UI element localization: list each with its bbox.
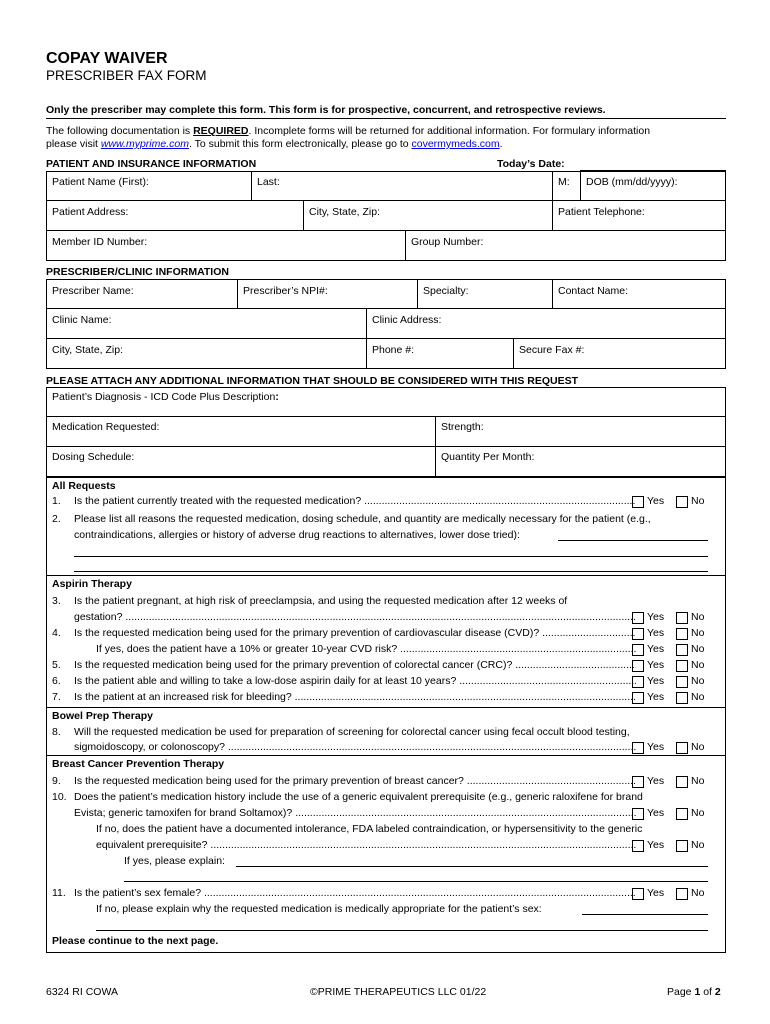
q8-no-checkbox[interactable] <box>676 742 688 754</box>
medication-requested-field[interactable]: Medication Requested: <box>52 421 160 433</box>
aspirin-heading: Aspirin Therapy <box>52 578 132 590</box>
q9-yes-checkbox[interactable] <box>632 776 644 788</box>
strength-field[interactable]: Strength: <box>441 421 484 433</box>
question-4-sub: If yes, does the patient have a 10% or greater 10-year CVD risk? ..... Yes No <box>46 643 716 657</box>
q2-answer-line-3[interactable] <box>74 571 708 572</box>
question-10-sub-line1: If no, does the patient have a documented intolerance, FDA labeled contraindication, or hypersensitivity to the generic <box>96 823 643 835</box>
question-10-line1: Does the patient’s medication history include the use of a generic equivalent prerequisite (e.g., generic raloxifene for brand <box>74 791 643 803</box>
q10-sub-no-checkbox[interactable] <box>676 840 688 852</box>
diagnosis-field[interactable]: Patient’s Diagnosis - ICD Code Plus Description: <box>52 391 279 403</box>
q10-sub-yes-checkbox[interactable] <box>632 840 644 852</box>
form-subtitle: PRESCRIBER FAX FORM <box>46 68 207 83</box>
q10-explain-label: If yes, please explain: <box>124 855 225 867</box>
question-10-sub: equivalent prerequisite? ..... Yes No <box>46 839 716 853</box>
secure-fax-field[interactable]: Secure Fax #: <box>519 344 585 356</box>
q7-no-checkbox[interactable] <box>676 692 688 704</box>
q10-explain-line-1[interactable] <box>236 866 708 867</box>
q11-explain-line-1[interactable] <box>582 914 708 915</box>
q11-no-checkbox[interactable] <box>676 888 688 900</box>
patient-city-field[interactable]: City, State, Zip: <box>309 206 380 218</box>
q2-answer-line-1[interactable] <box>558 540 708 541</box>
question-6: 6. Is the patient able and willing to take a low-dose aspirin daily for at least 10 years? ..... Yes No <box>46 675 716 689</box>
form-title: COPAY WAIVER <box>46 50 168 67</box>
required-emphasis: REQUIRED <box>193 125 249 137</box>
page-indicator: Page 1 of 2 <box>667 986 721 998</box>
all-requests-heading: All Requests <box>52 480 116 492</box>
prescriber-notice: Only the prescriber may complete this form. This form is for prospective, concurrent, and retrospective reviews. <box>46 104 606 116</box>
question-4: 4. Is the requested medication being used for the primary prevention of cardiovascular disease (CVD)? ..... Yes No <box>46 627 716 641</box>
attach-section-heading: PLEASE ATTACH ANY ADDITIONAL INFORMATION THAT SHOULD BE CONSIDERED WITH THIS REQUEST <box>46 375 578 387</box>
q10-yes-checkbox[interactable] <box>632 808 644 820</box>
quantity-per-month-field[interactable]: Quantity Per Month: <box>441 451 535 463</box>
q5-no-checkbox[interactable] <box>676 660 688 672</box>
patient-section-heading: PATIENT AND INSURANCE INFORMATION <box>46 158 257 170</box>
question-2-line1: Please list all reasons the requested medication, dosing schedule, and quantity are medically necessary for the patient (e.g., <box>74 513 651 525</box>
q11-explain-line-2[interactable] <box>96 930 708 931</box>
q3-yes-checkbox[interactable] <box>632 612 644 624</box>
q10-no-checkbox[interactable] <box>676 808 688 820</box>
q11-yes-checkbox[interactable] <box>632 888 644 900</box>
question-2-line2: contraindications, allergies or history of adverse drug reactions to alternatives, lower dose tried): <box>74 529 520 541</box>
question-11-sub: If no, please explain why the requested medication is medically appropriate for the patient’s sex: <box>96 903 542 915</box>
covermymeds-link[interactable]: covermymeds.com <box>411 138 500 150</box>
q6-no-checkbox[interactable] <box>676 676 688 688</box>
myprime-link[interactable]: www.myprime.com <box>100 138 189 150</box>
patient-dob-field[interactable]: DOB (mm/dd/yyyy): <box>586 176 678 188</box>
specialty-field[interactable]: Specialty: <box>423 285 469 297</box>
documentation-notice: The following documentation is REQUIRED. Incomplete forms will be returned for additional information. For formulary information <box>46 125 651 137</box>
question-11: 11. Is the patient’s sex female? ..... Yes No <box>46 887 716 901</box>
breast-cancer-heading: Breast Cancer Prevention Therapy <box>52 758 225 770</box>
patient-telephone-field[interactable]: Patient Telephone: <box>558 206 645 218</box>
question-3-line1: Is the patient pregnant, at high risk of preeclampsia, and using the requested medication after 12 weeks of <box>74 595 568 607</box>
patient-last-name-field[interactable]: Last: <box>257 176 280 188</box>
clinic-phone-field[interactable]: Phone #: <box>372 344 415 356</box>
visit-notice: please visit www.myprime.com. To submit this form electronically, please go to covermymeds.com. <box>46 138 503 150</box>
form-code: 6324 RI COWA <box>46 986 118 998</box>
todays-date-label: Today’s Date: <box>497 158 565 170</box>
prescriber-name-field[interactable]: Prescriber Name: <box>52 285 134 297</box>
patient-first-name-field[interactable]: Patient Name (First): <box>52 176 149 188</box>
contact-name-field[interactable]: Contact Name: <box>558 285 629 297</box>
question-10-number: 10. <box>52 791 67 803</box>
q4-sub-yes-checkbox[interactable] <box>632 644 644 656</box>
patient-address-field[interactable]: Patient Address: <box>52 206 129 218</box>
question-8-line1: Will the requested medication be used for preparation of screening for colorectal cancer using fecal occult blood testing, <box>74 726 630 738</box>
q1-yes-checkbox[interactable] <box>632 496 644 508</box>
q4-no-checkbox[interactable] <box>676 628 688 640</box>
group-number-field[interactable]: Group Number: <box>411 236 484 248</box>
bowel-prep-heading: Bowel Prep Therapy <box>52 710 153 722</box>
question-2-number: 2. <box>52 513 61 525</box>
prescriber-section-heading: PRESCRIBER/CLINIC INFORMATION <box>46 266 229 278</box>
question-9: 9. Is the requested medication being used for the primary prevention of breast cancer? ..... Yes No <box>46 775 716 789</box>
question-8-number: 8. <box>52 726 61 738</box>
q2-answer-line-2[interactable] <box>74 556 708 557</box>
question-1: 1. Is the patient currently treated with the requested medication? ..... Yes No <box>46 495 716 509</box>
question-3: gestation? ..... Yes No <box>46 611 716 625</box>
q9-no-checkbox[interactable] <box>676 776 688 788</box>
q6-yes-checkbox[interactable] <box>632 676 644 688</box>
clinic-city-field[interactable]: City, State, Zip: <box>52 344 123 356</box>
clinic-name-field[interactable]: Clinic Name: <box>52 314 112 326</box>
question-10: Evista; generic tamoxifen for brand Soltamox)? ..... Yes No <box>46 807 716 821</box>
prescriber-npi-field[interactable]: Prescriber’s NPI#: <box>243 285 328 297</box>
clinic-address-field[interactable]: Clinic Address: <box>372 314 442 326</box>
continue-note: Please continue to the next page. <box>52 935 219 947</box>
q1-no-checkbox[interactable] <box>676 496 688 508</box>
q4-sub-no-checkbox[interactable] <box>676 644 688 656</box>
dosing-schedule-field[interactable]: Dosing Schedule: <box>52 451 135 463</box>
q4-yes-checkbox[interactable] <box>632 628 644 640</box>
q5-yes-checkbox[interactable] <box>632 660 644 672</box>
q7-yes-checkbox[interactable] <box>632 692 644 704</box>
q8-yes-checkbox[interactable] <box>632 742 644 754</box>
copyright: ©PRIME THERAPEUTICS LLC 01/22 <box>310 986 487 998</box>
q10-explain-line-2[interactable] <box>124 881 708 882</box>
question-7: 7. Is the patient at an increased risk for bleeding? ..... Yes No <box>46 691 716 705</box>
q3-no-checkbox[interactable] <box>676 612 688 624</box>
question-3-number: 3. <box>52 595 61 607</box>
patient-mi-field[interactable]: M: <box>558 176 570 188</box>
question-5: 5. Is the requested medication being used for the primary prevention of colorectal cancer (CRC)? ..... Yes No <box>46 659 716 673</box>
question-8: sigmoidoscopy, or colonoscopy? ..... Yes No <box>46 741 716 755</box>
member-id-field[interactable]: Member ID Number: <box>52 236 148 248</box>
